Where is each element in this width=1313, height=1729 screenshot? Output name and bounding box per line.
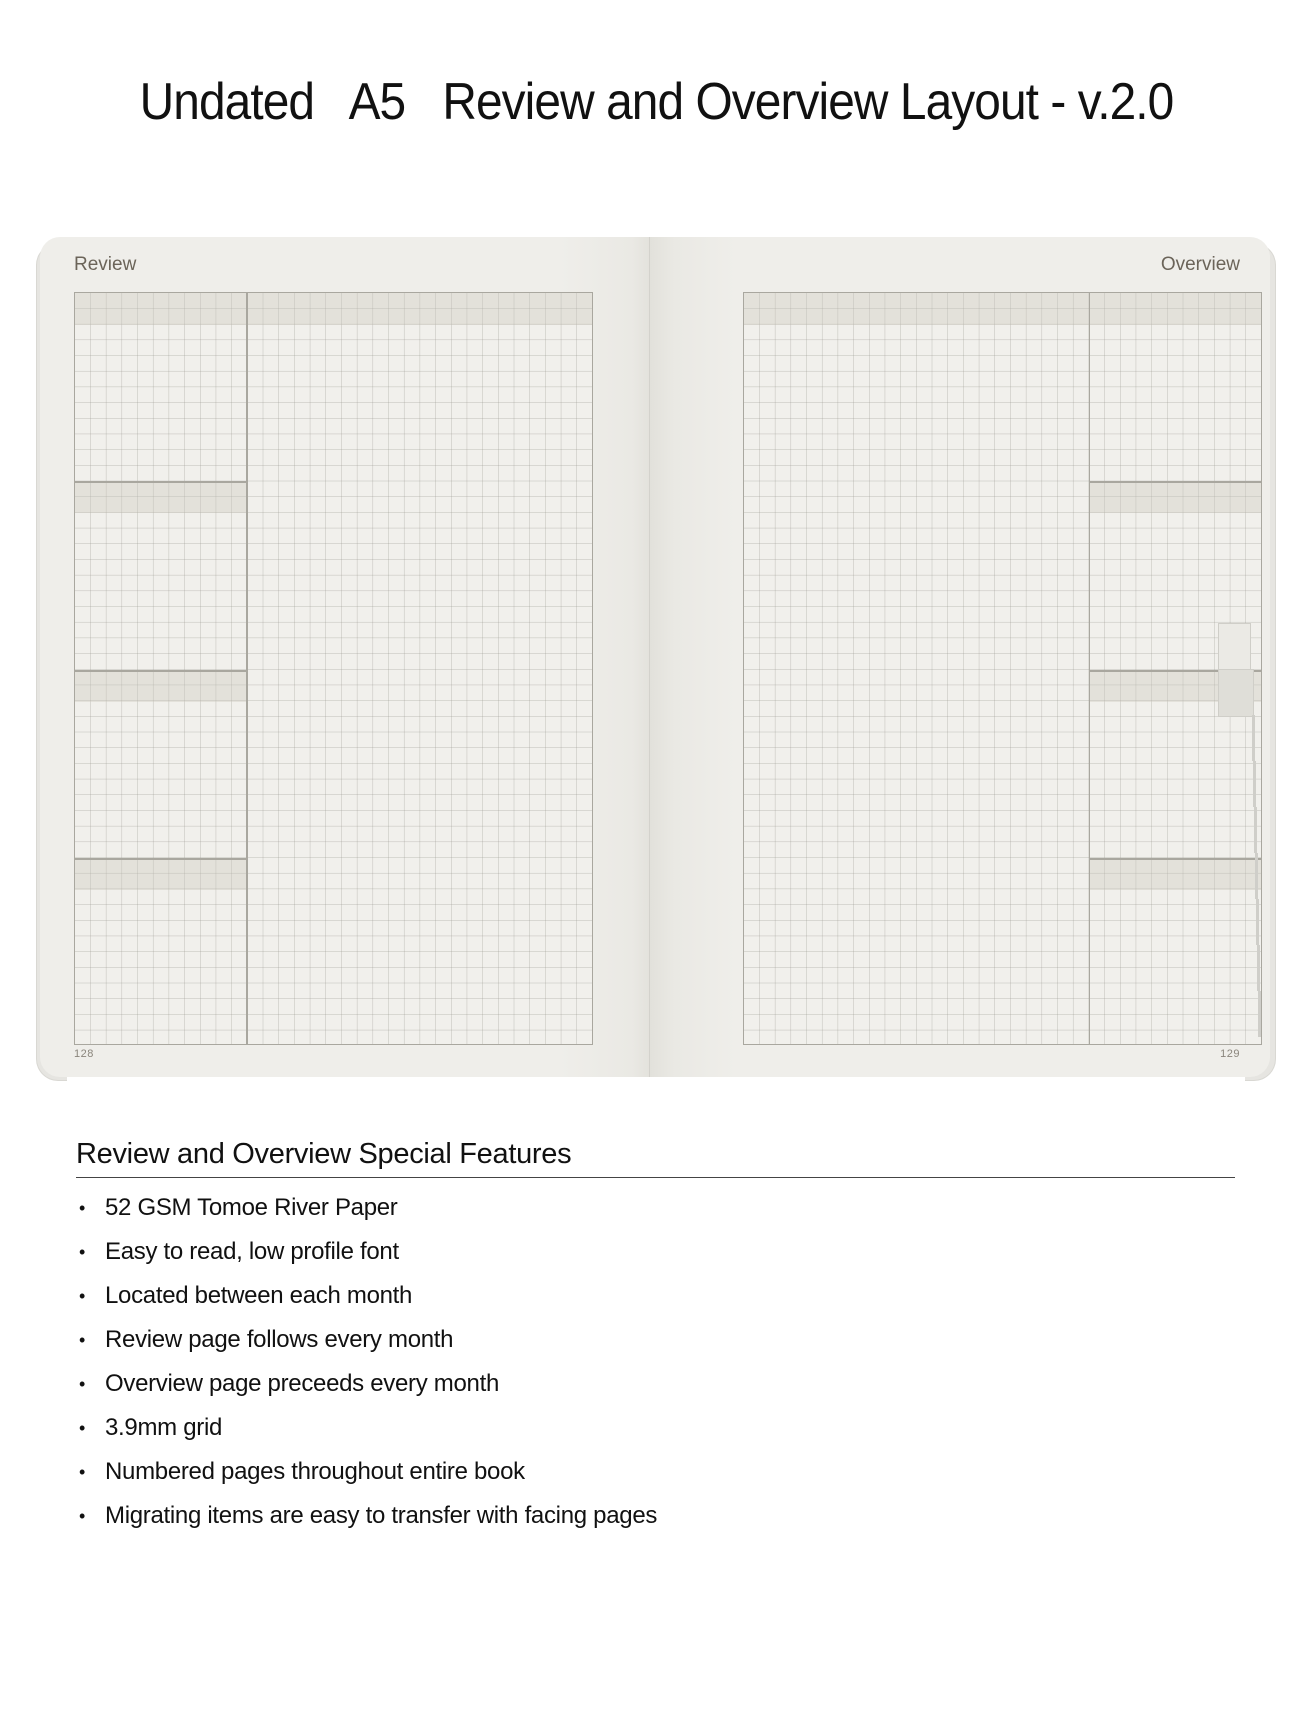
overview-grid [743,292,1262,1045]
tab-edge [1257,945,1260,991]
feature-item: • 52 GSM Tomoe River Paper [76,1186,1235,1230]
bullet-icon: • [79,1286,86,1306]
review-page [40,237,650,1077]
page-number-right: 129 [1220,1048,1240,1060]
features-section [76,1138,1235,1538]
tab-edge [1253,761,1256,807]
review-grid [74,292,593,1045]
overview-page-label: Overview [1160,254,1240,275]
document-title: Undated A5 Review and Overview Layout - v.2.0 [139,73,1174,131]
feature-item: • Located between each month [76,1274,1235,1318]
section-divider [75,670,247,672]
month-tab-active [1218,669,1254,717]
section-header-band [1089,858,1261,890]
bullet-icon: • [79,1506,86,1526]
review-page-label: Review [74,254,137,275]
section-divider [75,858,247,860]
section-header-band [1089,293,1261,325]
feature-item: • Migrating items are easy to transfer with facing pages [76,1494,1235,1538]
features-list [76,1186,1235,1538]
tab-edge [1254,807,1257,853]
planner-spread-illustration [36,237,1276,1083]
bullet-icon: • [79,1242,86,1262]
column-divider [1089,293,1091,1044]
section-header-band [1089,481,1261,513]
month-tab [1218,623,1251,671]
bullet-icon: • [79,1418,86,1438]
tab-edge [1256,899,1259,945]
section-header-band [75,670,247,702]
overview-page [650,237,1270,1077]
bullet-icon: • [79,1198,86,1218]
section-divider [1089,858,1261,860]
section-header-band [75,858,247,890]
feature-item: • Review page follows every month [76,1318,1235,1362]
section-divider [1089,481,1261,483]
tab-edge [1255,853,1258,899]
page-number-left: 128 [74,1048,94,1060]
feature-item: • Overview page preceeds every month [76,1362,1235,1406]
top-header-band [247,293,592,325]
top-header-band [744,293,1089,325]
bullet-icon: • [79,1462,86,1482]
feature-item: • Easy to read, low profile font [76,1230,1235,1274]
feature-item: • Numbered pages throughout entire book [76,1450,1235,1494]
section-header-band [75,481,247,513]
section-divider [75,481,247,483]
tab-edge [1252,715,1255,761]
feature-item: • 3.9mm grid [76,1406,1235,1450]
tab-edge [1258,991,1261,1037]
column-divider [246,293,248,1044]
bullet-icon: • [79,1374,86,1394]
section-header-band [75,293,247,325]
bullet-icon: • [79,1330,86,1350]
features-heading: Review and Overview Special Features [76,1138,1235,1178]
